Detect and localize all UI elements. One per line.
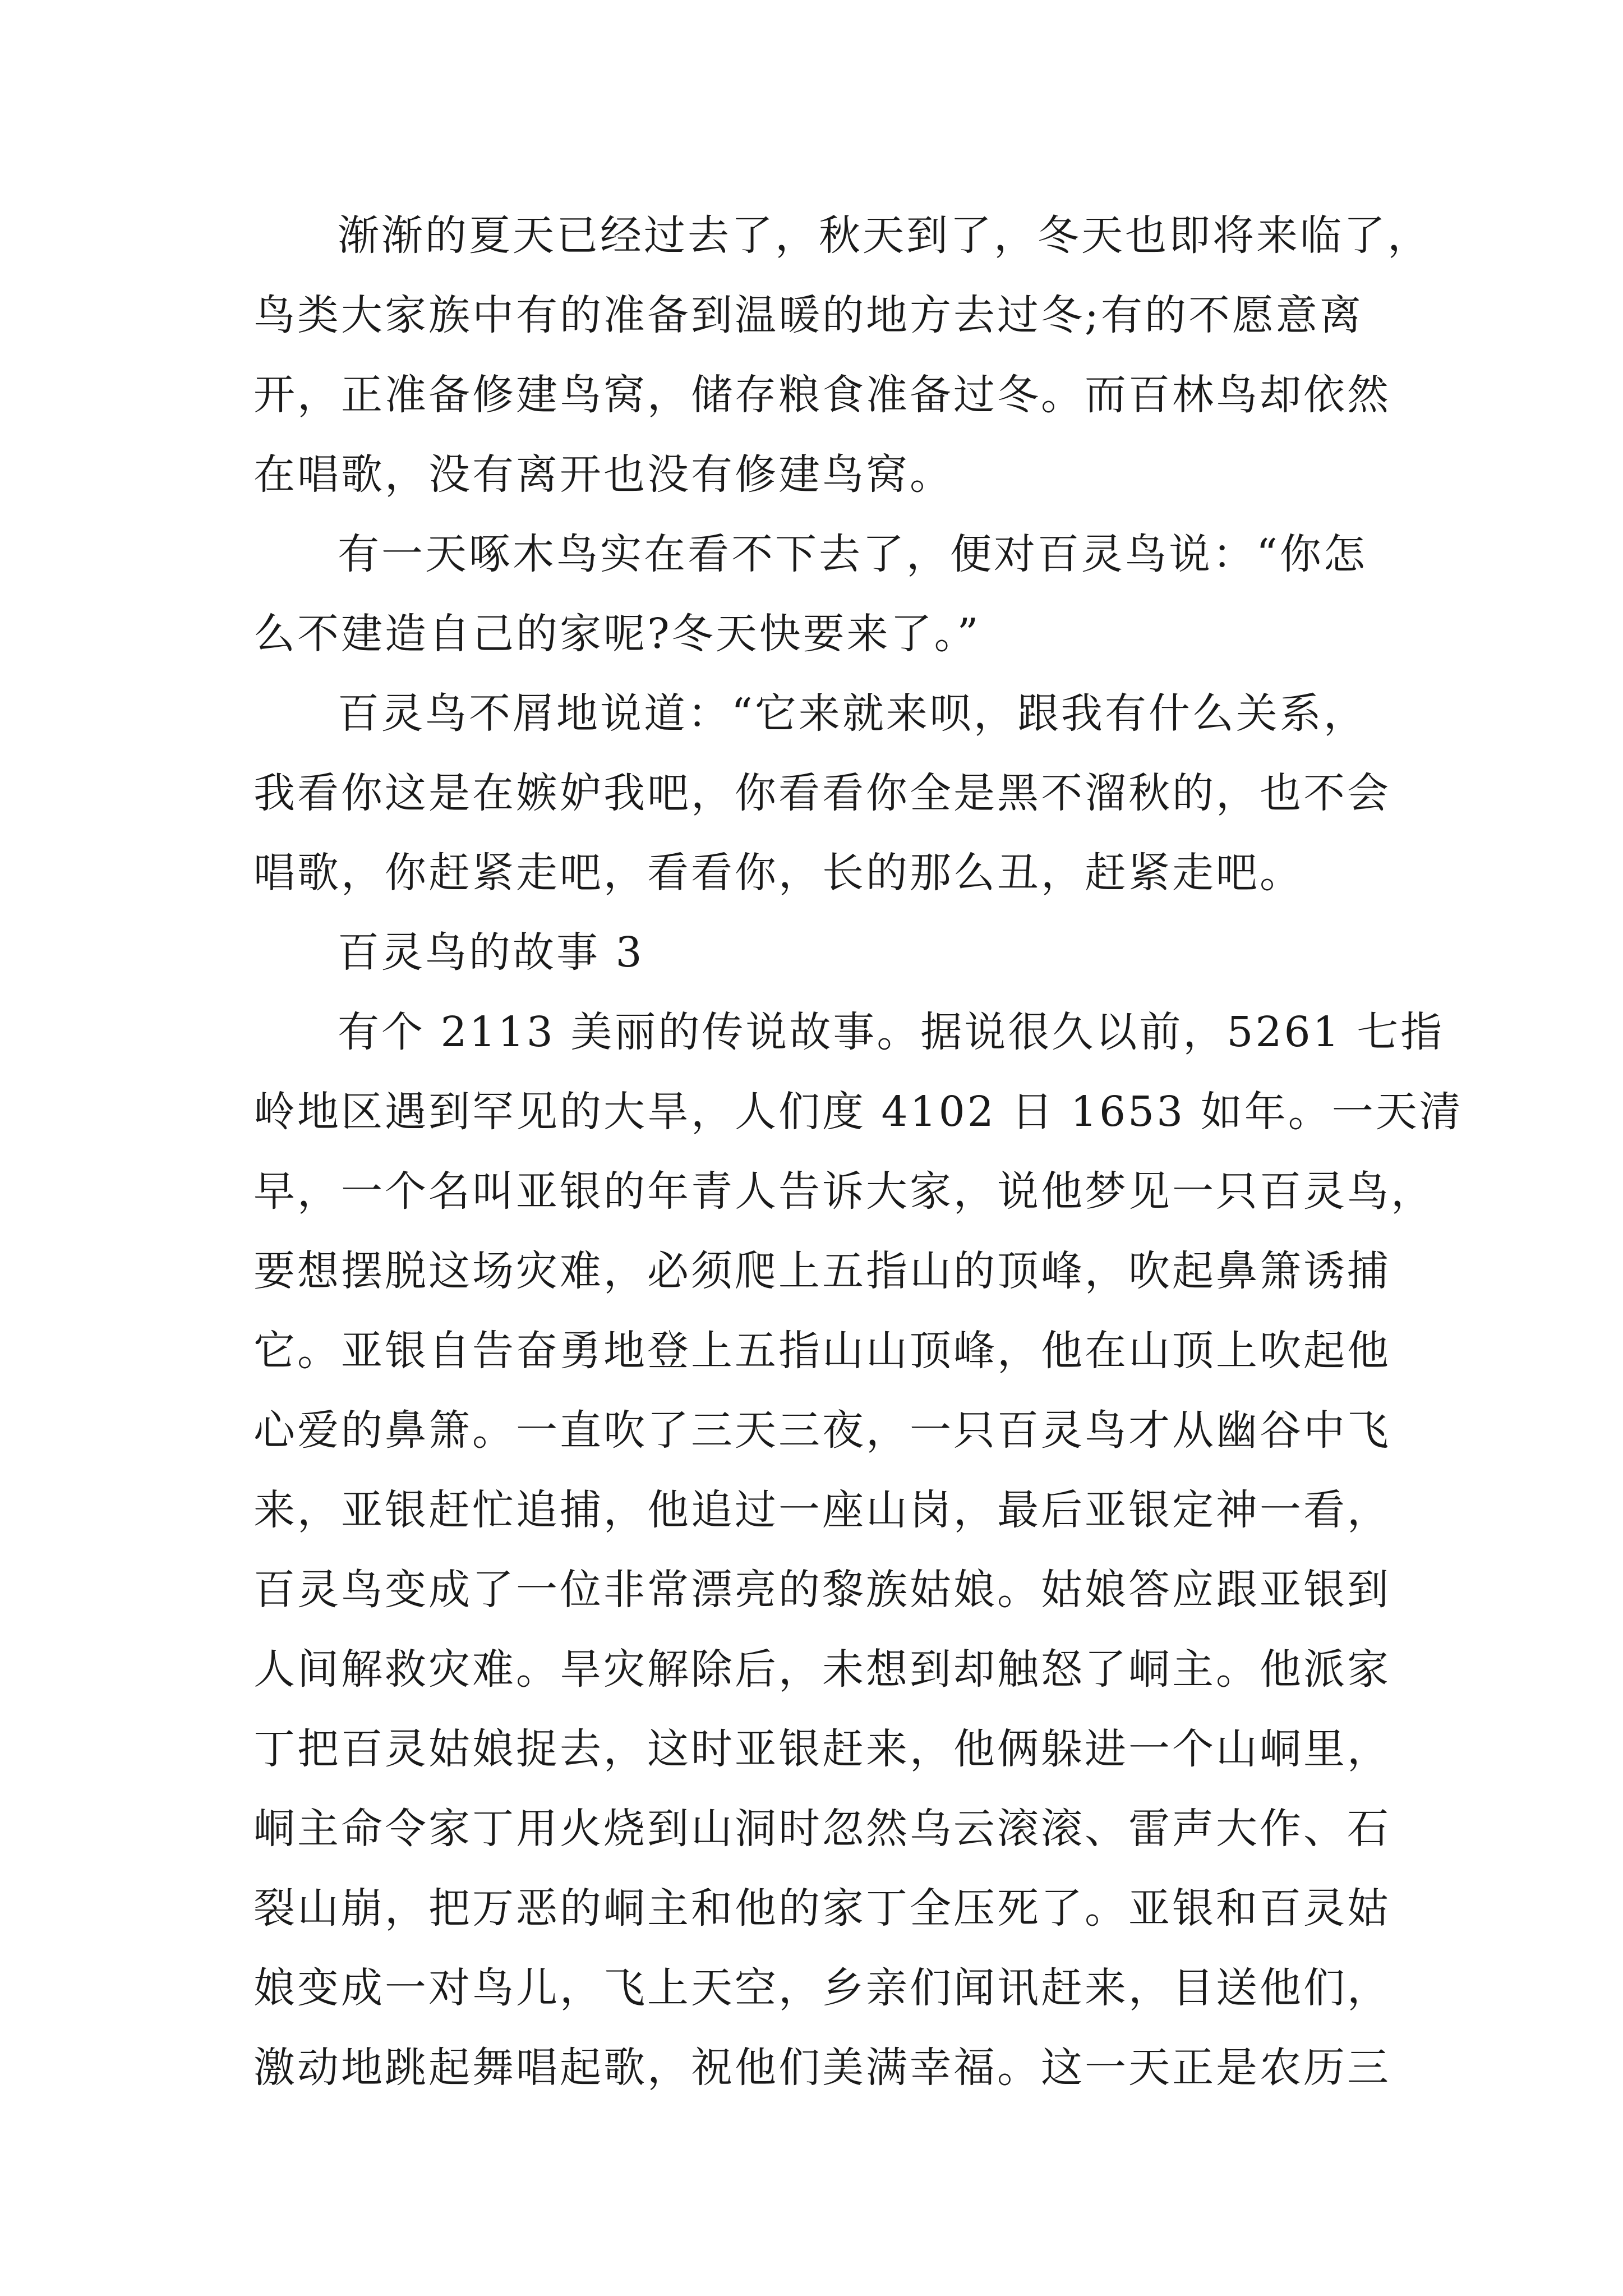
text-line: 丁把百灵姑娘捉去，这时亚银赶来，他俩躲进一个山峒里，: [253, 1725, 1391, 1773]
text-line: 峒主命令家丁用火烧到山洞时忽然乌云滚滚、雷声大作、石: [253, 1805, 1391, 1853]
text-line: 要想摆脱这场灾难，必须爬上五指山的顶峰，吹起鼻箫诱捕: [253, 1247, 1391, 1295]
text-line: 激动地跳起舞唱起歌，祝他们美满幸福。这一天正是农历三: [253, 2044, 1391, 2092]
text-line: 开，正准备修建鸟窝，储存粮食准备过冬。而百林鸟却依然: [253, 371, 1391, 419]
text-line: 它。亚银自告奋勇地登上五指山山顶峰，他在山顶上吹起他: [253, 1327, 1391, 1375]
section-heading: 百灵鸟的故事 3: [338, 928, 644, 977]
text-line: 么不建造自己的家呢?冬天快要来了。”: [253, 610, 981, 658]
text-line: 有一天啄木鸟实在看不下去了，便对百灵鸟说：“你怎: [338, 530, 1367, 578]
text-line: 鸟类大家族中有的准备到温暖的地方去过冬;有的不愿意离: [253, 291, 1363, 339]
text-line: 来，亚银赶忙追捕，他追过一座山岗，最后亚银定神一看，: [253, 1486, 1391, 1534]
text-line: 百灵鸟变成了一位非常漂亮的黎族姑娘。姑娘答应跟亚银到: [253, 1566, 1391, 1614]
text-line: 人间解救灾难。旱灾解除后，未想到却触怒了峒主。他派家: [253, 1645, 1391, 1694]
text-line: 娘变成一对鸟儿，飞上天空，乡亲们闻讯赶来，目送他们，: [253, 1964, 1391, 2012]
text-line: 有个 2113 美丽的传说故事。据说很久以前，5261 七指: [338, 1008, 1445, 1056]
text-line: 唱歌，你赶紧走吧，看看你，长的那么丑，赶紧走吧。: [253, 849, 1303, 897]
text-line: 早，一个名叫亚银的年青人告诉大家，说他梦见一只百灵鸟，: [253, 1167, 1435, 1216]
text-line: 在唱歌，没有离开也没有修建鸟窝。: [253, 450, 953, 499]
text-line: 岭地区遇到罕见的大旱，人们度 4102 日 1653 如年。一天清: [253, 1088, 1463, 1136]
text-line: 我看你这是在嫉妒我吧，你看看你全是黑不溜秋的，也不会: [253, 769, 1391, 817]
text-line: 心爱的鼻箫。一直吹了三天三夜，一只百灵鸟才从幽谷中飞: [253, 1406, 1391, 1455]
text-line: 裂山崩，把万恶的峒主和他的家丁全压死了。亚银和百灵姑: [253, 1884, 1391, 1932]
text-line: 百灵鸟不屑地说道：“它来就来呗，跟我有什么关系，: [338, 689, 1367, 738]
text-line: 渐渐的夏天已经过去了，秋天到了，冬天也即将来临了，: [338, 211, 1431, 260]
